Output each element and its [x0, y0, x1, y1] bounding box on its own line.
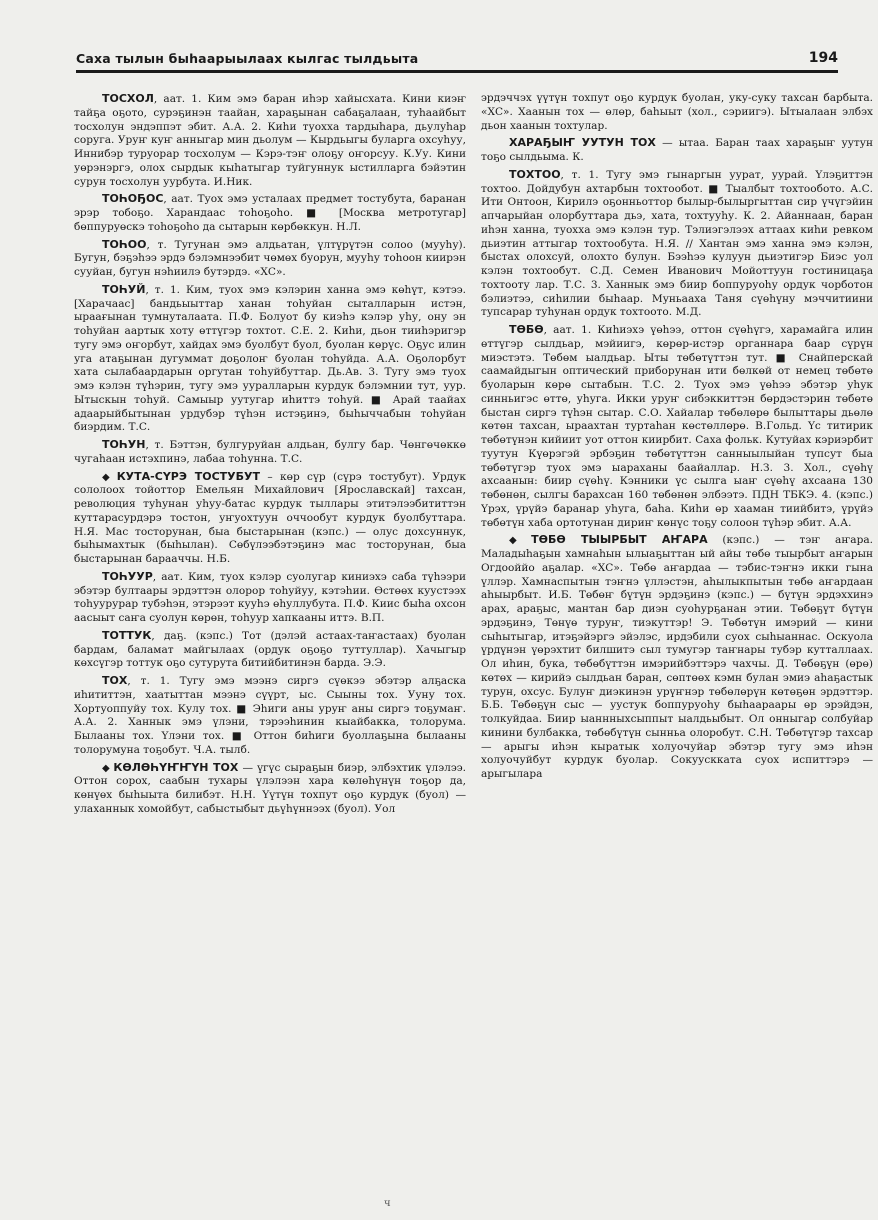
entry-definition: эрдэччэх үүтүн тохпут оҕо курдук буолан, уку-суку тахсан барбыта. «ХС». Хаанын тох — өлөр, баһыыт (хол., сэриигэ). Ытыалаан элбэх дьон хаанын тохтулар. [481, 92, 873, 132]
entry-definition: , т. 1. Ким, туох эмэ кэлэрин ханна эмэ көһүт, кэтээ. [Харачаас] бандьыыттар ханан тоһуйан сыталларын истэн, ыраағынан тумнуталаата. П.Ф. Болуот бу киэһэ кэлэр уһу, ону эн тоһуйан аартык хоту өттүгэр тохтот. С.Е. 2. Киһи, дьон тииһэригэр тугу эмэ оҥорбут, хайдах эмэ буолбут буол, буолан көрүс. Оҕус илин уга атаҕынан дугуммат доҕолоҥ буолан тоһуйда. А.А. Оҕолорбут хата сылабаардарын оргутан тоһуйбуттар. Дь.Ав. 3. Тугу эмэ туох эмэ кэлэн түһэрин, тугу эмэ ууралларын курдук бэлэмнии тут, уур. Ытыскын тоһуй. Самыыр уутугар иһиттэ тоһуй. ■ Арай таайах адаарыйбытынан урдубэр түһэн истэҕинэ, быһыччабын тоһуйан биэрдим. Т.С. [74, 283, 466, 434]
dictionary-entry [74, 283, 466, 435]
entry-definition: , т. 1. Тугу эмэ мээнэ сиргэ сүөкээ эбэтэр алҕаска иһититтэн, хаатыттан мээнэ сүүрт, ыс. Сыыны тох. Ууну тох. Хортуоппуйу тох. Кулу тох. ■ Эһиги аны уруҥ аны сиргэ тоҕумаҥ. А.А. 2. Ханнык эмэ үлэни, тэрээһинин кыайбакка, толорума. Былааны тох. Үлэни тох. ■ Оттон биһиги буоллаҕына былааны толорумуна тоҕобут. Ч.А. тылб. [74, 675, 466, 756]
entry-definition: — үгүс сыраҕын биэр, элбэхтик үлэлээ. Оттон сорох, саабын тухары үлэлээн хара көлөһүнүн тоҕор да, көнүөх быһыыта билибэт. Н.Н. Үүтүн тохпут оҕо курдук (буол) — улаханнык хомойбут, сабыстыбыт дьүһүннээх (буол). Уол [74, 761, 466, 815]
entry-definition: – көр сүр (сүрэ тостубут). Урдук сололоох тойоттор Емельян Михайлович [Ярославскай] тахсан, революция туһунан уһуу-батас курдук тыллары этитэлээбититтэн куттарасурдэрэ тостон, уҥуохтуун оччообут курдук буолбуттара. Н.Я. Мас тосторунан, быа быстарынан (кэпс.) — олус дохсуннук, быһымахтык (быһылан). Сөбүлээбэтэҕинэ мас тосторунан, быа быстарынан барааччы. Н.Б. [74, 470, 466, 565]
left-column [74, 92, 466, 1162]
dictionary-entry [74, 570, 466, 626]
dictionary-entry [74, 470, 466, 567]
entry-definition: , даҕ. (кэпс.) Тот (дэлэй астаах-таҥастаах) буолан бардам, баламат майгылаах (ордук оҕоҕо туттуллар). Хачыгыр көхсүгэр тоттук оҕо сутурута битийбитинэн барда. Э.Э. [74, 629, 466, 670]
dictionary-entry [481, 168, 873, 320]
entry-headword: ТОҺОҔОС [102, 192, 164, 206]
entry-headword: КУТА-СҮРЭ ТОСТУБУТ [116, 469, 261, 483]
entry-headword: ТОТТУК [102, 628, 152, 642]
dictionary-entry [481, 136, 873, 165]
dictionary-entry [74, 674, 466, 758]
dictionary-entry [481, 92, 873, 133]
entry-headword: ТОҺОО [102, 237, 147, 251]
entry-definition: (кэпс.) — тэҥ аҥара. Маладыһаҕын хамнаһын ылыаҕыттан ый айы төбө тыырбыт аҥарын Огдооййо аҕалар. «ХС». Төбө аҥардаа — тэбис-тэҥнэ икки гына үллэр. Хамнаспытын тэҥнэ үллэстэн, аһылыкпытын төбө аҥардаан аһыырбыт. И.Б. Төбөҥ бүтүн эрдэҕинэ (кэпс.) — бүтүн эрдэххинэ арах, араҕыс, мантан бар диэн суоһурҕанан этии. Төбөҕүт бүтүн эрдэҕинэ, Төнүө туруҥ, тиэкуттэр! Э. Төбөтүн имэрий — кини сыһытыгар, итэҕэйэргэ эйэлэс, ирдэбили суох сыһыаннас. Оскуола үрдүнэн үөрэхтит билшитэ сыл тумугэр таҥнары тубэр кутталлаах. Ол иһин, бука, төбөбүттэн имэрийбэттэрэ чахчы. Д. Төбөҕүн (өрө) көтөх — кирийэ сылдьан баран, сөптөөх кэмн булан эмиэ аһаҕастык турун, охсус. Булуҥ диэкинэн урүҥнэр төбөлөрүн көтөҕөн эрдэттэр. Б.Б. Төбөҕүн сыс — уустук боппуруоһу быһаараары өр эрэйдэн, толкуйдаа. Биир ыаннныхсыппыт ыалдьыбыт. Ол онныгар солбуйар кинини булбакка, төбөбүтүн сынньа олоробут. С.Н. Төбөтүгэр тахсар — арыгы иһэн кыратык холуочуйар эбэтэр тугу эмэ иһэн холуочуйбут курдук буолар. Сокуускката суох испиттэрэ — арыгылара [481, 534, 873, 780]
running-header [76, 50, 838, 73]
entry-definition: , аат. Туох эмэ усталаах предмет тостубута, баранан эрэр тобоҕо. Харандаас тоһоҕоһо. ■ [Москва метротугар] бөппуруөскэ тоһоҕоһо да сытарын көрбөккун. Н.Л. [74, 193, 466, 233]
entry-headword: ТОХТОО [509, 167, 561, 181]
entry-headword: ТОСХОЛ [102, 92, 154, 105]
page-number: 194 [808, 50, 838, 66]
dictionary-entry [481, 533, 873, 782]
entry-headword: ТӨБӨ ТЫЫРБЫТ АҤАРА [531, 533, 708, 547]
entry-headword: ТОҺУУР [102, 569, 153, 583]
dictionary-entry [74, 92, 466, 189]
entry-headword: ТОҺУН [102, 438, 146, 451]
entry-definition: , аат. 1. Киһиэхэ үөһээ, оттон сүөһүгэ, харамайга илин өттүгэр сылдьар, мэйиигэ, көрөр-истэр органнара баар сүрүн миэстэтэ. Төбөм ыалдьар. Ыты төбөтүттэн тут. ■ Снайперскай саамайдыгын оптический приборунан ити бөлкөй от немец төбөтө буоларын көрө сытабын. Т.С. 2. Туох эмэ үөһээ эбэтэр уһук синньигэс өттө, уһуга. Икки уруҥ сибэккиттэн бөрдэстэрин төбөтө быстан сиргэ түһэн сытар. С.О. Хайалар төбөлөрө былыттары дьөлө көтөн тахсан, ыраахтан туртаһан көстөллөрө. В.Гольд. Үс титирик төбөтүнэн кийиит уот оттон киирбит. Саха фольк. Кутуйах кэриэрбит туутун Күөрэгэй эрбэҕин төбөтүттэн санныылыйан тупсут быа төбөтүгэр туох эмэ ыараханы баайаллар. Н.З. 3. Хол., сүөһү ахсаанын: биир сүөһү. Кэнники үс сылга ыаҥ сүөһү ахсаана 130 төбөнөн, сылгы барахсан 160 төбөнөн элбээтэ. ПДН ТБКЭ. 4. (кэпс.) Үрэх, үрүйэ баранар уһуга, баһа. Киһи өр хааман тиийбитэ, үрүйэ төбөтүн хаба ортотунан дириҥ көнүс тоҕу солоон түһэр эбит. А.А. [481, 324, 873, 529]
entry-definition: — ытаа. Баран таах хараҕыҥ уутун тоҕо сылдьыма. К. [481, 137, 873, 163]
entry-definition: , т. 1. Тугу эмэ гынаргын уурат, уурай. Үлэҕиттэн тохтоо. Дойдубун ахтарбын тохтообот. ■ Тыалбыт тохтообото. А.С. Ити Онтоон, Кирилэ оҕонньоттор былыр-былыргыттан сир үчүгэйин апчарыйан олорбуттара дьэ, хата, тохтууһу. К. 2. Айаннаан, баран иһэн ханна, туохха эмэ кэлэн тур. Тэлиэгэлээх аттаах киһи ревком дьиэтин аттыгар тохтообута. Н.Я. // Хантан эмэ ханна эмэ кэлэн, быстах олохсуй, олохто булун. Бээһээ кулуун дьиэтигэр Биэс уол кэлэн тохтообут. С.Д. Семен Иванович Мойоттуун гостиницаҕа тохтооту лар. Т.С. 3. Ханнык эмэ биир боппуруоһу ордук чорботон бэлиэтээ, сиһилии быһаар. Муньааха Таня сүөһүну мэччитиини тупсарар туһунан ордук тохтоото. М.Д. [481, 168, 873, 319]
entry-definition: , аат. Ким, туох кэлэр суолугар киниэхэ саба түһээри эбэтэр бултаары эрдэттэн олорор тоһуйуу, кэтэһии. Өстөөх куустээх тоһуурурар тубэһэн, этэрээт кууһэ өһуллубута. П.Ф. Киис быһа охсон аасыыт саҥа суолун көрөн, тоһуур хапкааны иттэ. В.П. [74, 570, 466, 624]
entry-headword: ТӨБӨ [509, 323, 544, 336]
dictionary-entry [74, 761, 466, 817]
entry-headword: КӨЛӨҺҮҤҤҮН ТОХ [113, 760, 239, 774]
dictionary-entry [74, 192, 466, 234]
running-title: Саха тылын быһаарыылаах кылгас тылдьыта [76, 51, 419, 66]
footer-mark: ч [384, 1198, 391, 1209]
entry-headword: ТОХ [102, 674, 128, 687]
entry-definition: , аат. 1. Ким эмэ баран иһэр хайысхата. Кини киэҥ тайҕа оҕото, сурэҕинэн таайан, хараҕынан сабаҕалаан, туһаайбыт тосхолун эндэппэт эбит. А.А. 2. Киһи туохха тардыһара, дьулуһар соруга. Уруҥ куҥ анныгар мин дьолум — Кырдьыгы буларга охсуһуу, Иннибэр туруорар тосхолум — Кэрэ-тэҥ олоҕу оҥорсуу. К.Уу. Кини уөрэнэргэ, олох сырдык кыһатыгар туйгуннук ыстилларга бэйэтин сурун тосхолун уурбута. И.Ник. [74, 93, 466, 188]
dictionary-entry [481, 323, 873, 530]
idiom-marker-icon: ◆ [102, 471, 114, 483]
entry-headword: ТОҺУЙ [102, 282, 146, 296]
dictionary-entry [74, 438, 466, 467]
right-column [481, 92, 873, 1162]
entry-definition: , т. Бэттэн, булгуруйан алдьан, булгу бар. Чөнгөчөккө чугаһаан истэхпинэ, лабаа тоһунна. Т.С. [74, 439, 466, 465]
dictionary-entry [74, 629, 466, 671]
idiom-marker-icon: ◆ [509, 535, 529, 547]
idiom-marker-icon: ◆ [102, 762, 111, 774]
dictionary-entry [74, 238, 466, 280]
entry-headword: ХАРАҔЫҤ УУТУН ТОХ [509, 136, 656, 150]
entry-definition: , т. Тугунан эмэ алдьатан, үлтүрүтэн солоо (мууһу). Бугун, бэҕэһээ эрдэ бэлэмнээбит чөмөх буорун, мууһу тоһоон киирэн сууйан, бугун нэһиилэ бутэрдэ. «ХС». [74, 238, 466, 278]
